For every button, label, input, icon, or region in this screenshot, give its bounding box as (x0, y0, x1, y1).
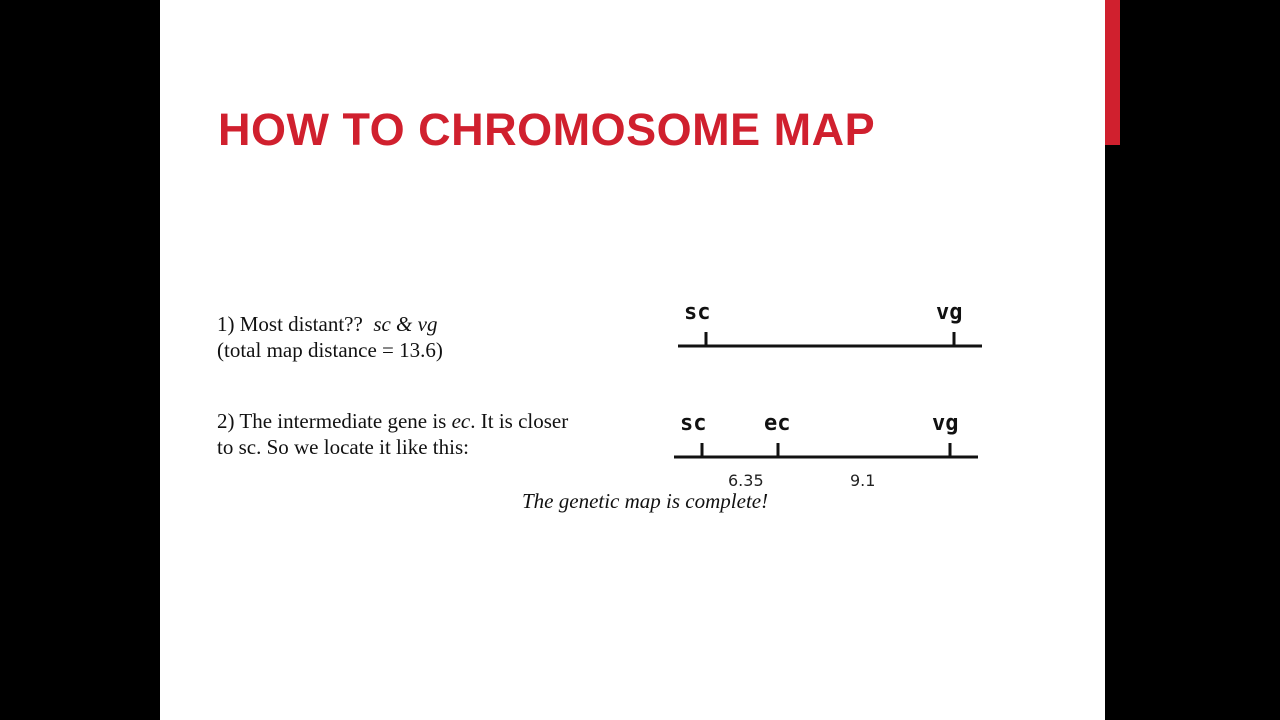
slide-title: HOW TO CHROMOSOME MAP (218, 104, 876, 155)
conclusion-text: The genetic map is complete! (522, 489, 769, 513)
step-2-line-2: to sc. So we locate it like this: (217, 435, 469, 459)
gene-map-1 (672, 295, 1002, 355)
distance-label-sc-ec: 6.35 (728, 471, 764, 490)
gene-label-sc: sc (680, 411, 707, 436)
gene-map-2 (668, 405, 998, 495)
slide (160, 0, 1105, 720)
step-2-suffix: . It is closer (470, 409, 569, 433)
step-1-text (217, 311, 443, 363)
step-1-genes: sc & vg (373, 312, 438, 336)
step-2-text (217, 408, 568, 460)
gene-label-vg: vg (932, 411, 959, 436)
accent-bar (1105, 0, 1120, 145)
distance-label-ec-vg: 9.1 (850, 471, 876, 490)
step-2-gene: ec (451, 409, 471, 433)
step-1-line-2: (total map distance = 13.6) (217, 338, 443, 362)
step-1-line-1 (217, 311, 443, 337)
step-2-prefix: 2) The intermediate gene is (217, 409, 447, 433)
step-2-line-1 (217, 408, 568, 434)
gene-label-sc: sc (684, 300, 711, 325)
step-1-prefix: 1) Most distant?? (217, 312, 363, 336)
gene-label-vg: vg (936, 300, 963, 325)
gene-label-ec: ec (764, 411, 791, 436)
